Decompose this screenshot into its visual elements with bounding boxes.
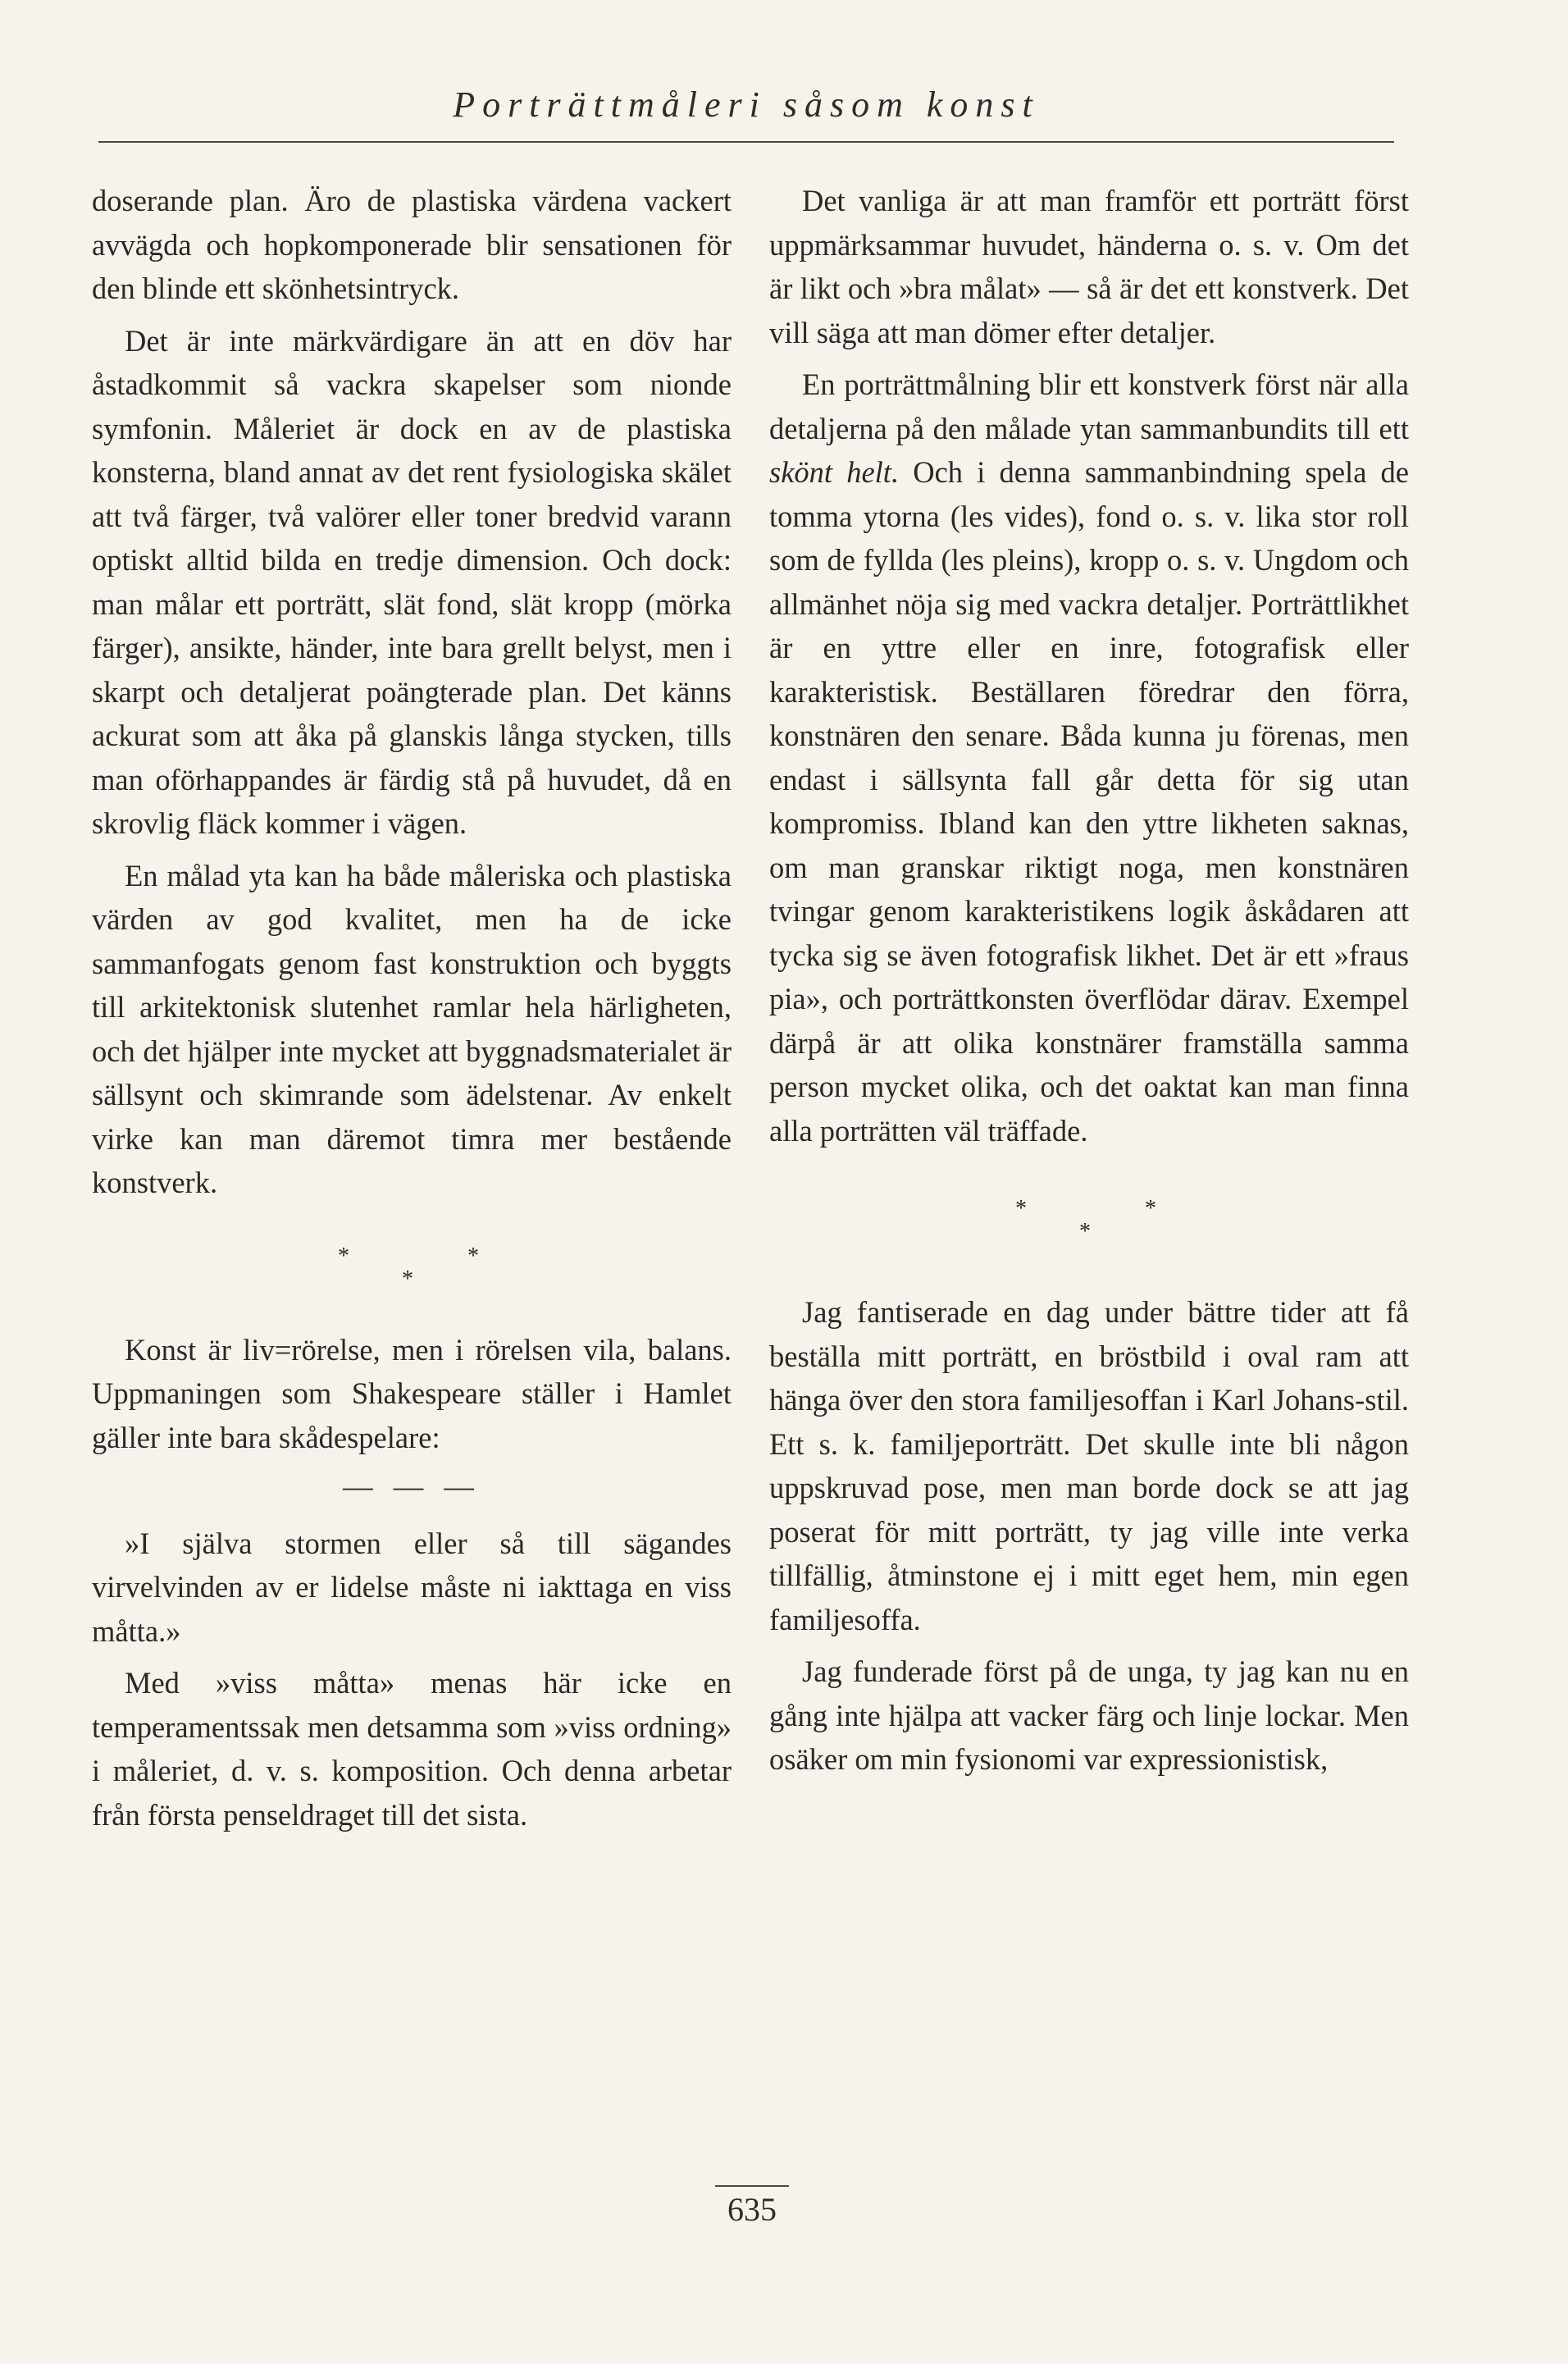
right-paragraph-2-start: En porträttmålning blir ett konstverk först när alla detaljerna på den målade ytan sammanbundits till ett <box>769 367 1409 445</box>
asterisk: * <box>402 1266 413 1292</box>
asterisk: * <box>467 1243 479 1269</box>
left-paragraph-3: En målad yta kan ha både måleriska och plastiska värden av god kvalitet, men ha de icke sammanfogats genom fast konstruktion och byggts till arkitektonisk slutenhet ramlar hela härligheten, och det hjälper inte mycket att byggnadsmaterialet är sällsynt och skimrande som ädelstenar. Av enkelt virke kan man däremot timra mer bestående konstverk. <box>92 858 732 1199</box>
running-title: Porträttmåleri såsom konst <box>453 84 1040 125</box>
section-separator-left <box>92 1230 732 1295</box>
page-number: 635 <box>727 2191 777 2228</box>
asterisk: * <box>338 1243 349 1269</box>
right-column <box>769 179 1409 1782</box>
asterisk: * <box>1079 1219 1091 1244</box>
left-column <box>92 179 732 1837</box>
left-paragraph-6: Med »viss måtta» menas här icke en temperamentssak men detsamma som »viss ordning» i måleriet, d. v. s. komposition. Och denna arbetar från första penseldraget till det sista. <box>92 1666 732 1832</box>
right-paragraph-2-end: Och i denna sammanbindning spela de tomma ytorna (les vides), fond o. s. v. lika stor roll som de fyllda (les pleins), kropp o. s. v. Ungdom och allmänhet nöja sig med vackra detaljer. Porträttlikhet är en yttre eller en inre, fotografisk eller karakteristisk. Beställaren föredrar den förra, konstnären den senare. Båda kunna ju förenas, men endast i sällsynta fall går detta för sig utan kompromiss. Ibland kan den yttre likheten saknas, om man granskar riktigt noga, men konstnären tvingar genom karakteristikens logik åskådaren att tycka sig se även fotografisk likhet. Det är ett »fraus pia», och porträttkonsten överflödar därav. Exempel därpå är att olika konstnärer framställa samma person mycket olika, och det oaktat kan man finna alla porträtten väl träffade. <box>769 455 1410 1148</box>
left-paragraph-2: Det är inte märkvärdigare än att en döv har åstadkommit så vackra skapelser som nionde symfonin. Måleriet är dock en av de plastiska konsterna, bland annat av det rent fysiologiska skälet att två färger, två valörer eller toner bredvid varann optiskt alltid bilda en tredje dimension. Och dock: man målar ett porträtt, slät fond, slät kropp (mörka färger), ansikte, händer, inte bara grellt belyst, men i skarpt och detaljerat poängterade plan. Det känns ackurat som att åka på glanskis långa stycken, tills man oförhappandes är färdig stå på huvudet, då en skrovlig fläck kommer i vägen. <box>92 323 732 840</box>
left-paragraph-1: doserande plan. Äro de plastiska värdena vackert avvägda och hopkomponerade blir sensationen för den blinde ett skönhetsintryck. <box>92 184 732 305</box>
asterisk: * <box>1015 1196 1027 1221</box>
right-paragraph-4: Jag funderade först på de unga, ty jag kan nu en gång inte hjälpa att vacker färg och linje lockar. Men osäker om min fysionomi var expressionistisk, <box>769 1654 1409 1776</box>
left-paragraph-4: Konst är liv=rörelse, men i rörelsen vila, balans. Uppmaningen som Shakespeare ställer i Hamlet gäller inte bara skådespelare: <box>92 1332 732 1454</box>
right-paragraph-2 <box>769 363 1409 1152</box>
dash-separator: — — — <box>343 1469 481 1503</box>
section-separator-right <box>769 1182 1409 1248</box>
header-rule <box>98 141 1394 143</box>
right-paragraph-3: Jag fantiserade en dag under bättre tider att få beställa mitt porträtt, en bröstbild i oval ram att hänga över den stora familjesoffan i Karl Johans-stil. Ett s. k. familjeporträtt. Det skulle inte bli någon uppskruvad pose, men man borde dock se att jag poserat för mitt porträtt, ty jag ville inte verka tillfällig, åtminstone ej i mitt eget hem, min egen familjesoffa. <box>769 1295 1409 1636</box>
right-paragraph-1: Det vanliga är att man framför ett porträtt först uppmärksammar huvudet, händerna o. s. v. Om det är likt och »bra målat» — så är det ett konstverk. Det vill säga att man dömer efter detaljer. <box>769 184 1409 349</box>
asterisk: * <box>1145 1196 1156 1221</box>
page-number-rule <box>715 2185 789 2187</box>
emphasis-text: skönt helt. <box>769 455 900 489</box>
left-quote: »I själva stormen eller så till sägandes virvelvinden av er lidelse måste ni iakttaga en viss måtta.» <box>92 1526 732 1648</box>
